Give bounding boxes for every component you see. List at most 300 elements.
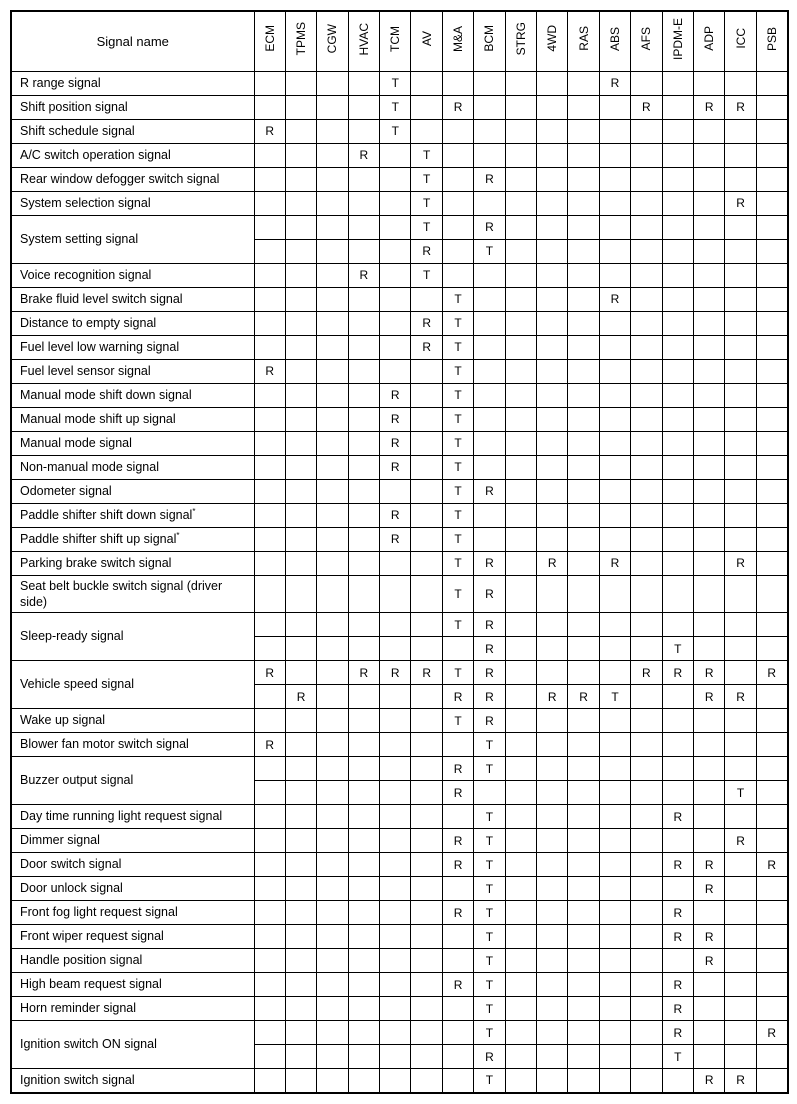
marker-cell-ras — [568, 95, 599, 119]
marker-cell-bcm — [474, 191, 505, 215]
marker-cell-hvac: R — [348, 661, 379, 685]
marker-cell-ipdm-e: R — [662, 901, 693, 925]
marker-cell-adp — [693, 143, 724, 167]
marker-cell-ecm — [254, 551, 285, 575]
table-row — [11, 335, 788, 359]
marker-cell-tcm: T — [380, 71, 411, 95]
marker-cell-tpms — [285, 1045, 316, 1069]
marker-cell-bcm — [474, 431, 505, 455]
marker-cell-bcm: R — [474, 1045, 505, 1069]
column-header-av — [411, 11, 442, 71]
marker-cell-4wd — [537, 973, 568, 997]
marker-cell-ras — [568, 71, 599, 95]
marker-cell-strg — [505, 215, 536, 239]
marker-cell-m-a — [442, 1021, 473, 1045]
marker-cell-abs — [599, 479, 630, 503]
column-header-label: TPMS — [294, 22, 309, 56]
marker-cell-bcm: R — [474, 613, 505, 637]
marker-cell-adp — [693, 829, 724, 853]
marker-cell-tpms — [285, 949, 316, 973]
table-row — [11, 191, 788, 215]
marker-cell-m-a — [442, 71, 473, 95]
marker-cell-afs: R — [631, 661, 662, 685]
marker-cell-ipdm-e — [662, 287, 693, 311]
marker-cell-av — [411, 805, 442, 829]
marker-cell-afs — [631, 143, 662, 167]
marker-cell-4wd — [537, 479, 568, 503]
marker-cell-strg — [505, 575, 536, 613]
marker-cell-abs — [599, 335, 630, 359]
marker-cell-cgw — [317, 167, 348, 191]
marker-cell-adp — [693, 239, 724, 263]
marker-cell-4wd — [537, 71, 568, 95]
marker-cell-4wd — [537, 997, 568, 1021]
marker-cell-ecm — [254, 287, 285, 311]
marker-cell-ras — [568, 1069, 599, 1093]
marker-cell-hvac — [348, 335, 379, 359]
marker-cell-cgw — [317, 949, 348, 973]
marker-cell-m-a — [442, 1045, 473, 1069]
marker-cell-ipdm-e — [662, 191, 693, 215]
marker-cell-m-a: T — [442, 407, 473, 431]
table-row — [11, 949, 788, 973]
marker-cell-ipdm-e: T — [662, 1045, 693, 1069]
marker-cell-ipdm-e — [662, 479, 693, 503]
marker-cell-av: T — [411, 191, 442, 215]
marker-cell-tcm: R — [380, 527, 411, 551]
marker-cell-4wd — [537, 167, 568, 191]
marker-cell-cgw — [317, 311, 348, 335]
marker-cell-tpms — [285, 757, 316, 781]
marker-cell-ecm — [254, 95, 285, 119]
marker-cell-av — [411, 479, 442, 503]
marker-cell-4wd — [537, 407, 568, 431]
marker-cell-tpms — [285, 311, 316, 335]
marker-cell-cgw — [317, 335, 348, 359]
signal-name-cell: Paddle shifter shift down signal* — [11, 503, 254, 527]
marker-cell-bcm: T — [474, 757, 505, 781]
column-header-ras — [568, 11, 599, 71]
marker-cell-m-a: T — [442, 661, 473, 685]
column-header-tpms — [285, 11, 316, 71]
marker-cell-ecm — [254, 575, 285, 613]
marker-cell-ipdm-e: R — [662, 805, 693, 829]
marker-cell-psb — [756, 973, 787, 997]
marker-cell-ipdm-e — [662, 359, 693, 383]
marker-cell-m-a: T — [442, 613, 473, 637]
marker-cell-psb — [756, 479, 787, 503]
marker-cell-icc — [725, 925, 756, 949]
column-header-ipdm-e — [662, 11, 693, 71]
marker-cell-psb — [756, 503, 787, 527]
marker-cell-abs — [599, 239, 630, 263]
column-header-hvac — [348, 11, 379, 71]
marker-cell-tcm: R — [380, 455, 411, 479]
marker-cell-bcm: T — [474, 949, 505, 973]
marker-cell-adp — [693, 733, 724, 757]
marker-cell-av — [411, 901, 442, 925]
marker-cell-strg — [505, 311, 536, 335]
signal-name-cell: Buzzer output signal — [11, 757, 254, 805]
table-body — [11, 71, 788, 1093]
marker-cell-strg — [505, 383, 536, 407]
marker-cell-bcm — [474, 95, 505, 119]
marker-cell-ecm — [254, 383, 285, 407]
signal-name-cell: Front fog light request signal — [11, 901, 254, 925]
table-row — [11, 215, 788, 239]
marker-cell-m-a: T — [442, 431, 473, 455]
marker-cell-cgw — [317, 575, 348, 613]
marker-cell-adp — [693, 757, 724, 781]
marker-cell-4wd — [537, 455, 568, 479]
marker-cell-ipdm-e — [662, 1069, 693, 1093]
marker-cell-icc — [725, 1045, 756, 1069]
marker-cell-afs — [631, 925, 662, 949]
marker-cell-ras — [568, 925, 599, 949]
marker-cell-psb — [756, 949, 787, 973]
marker-cell-ecm — [254, 263, 285, 287]
marker-cell-adp — [693, 311, 724, 335]
marker-cell-ipdm-e — [662, 335, 693, 359]
marker-cell-adp: R — [693, 661, 724, 685]
marker-cell-bcm: R — [474, 685, 505, 709]
marker-cell-icc — [725, 359, 756, 383]
marker-cell-tpms — [285, 1069, 316, 1093]
marker-cell-m-a: T — [442, 455, 473, 479]
marker-cell-abs — [599, 575, 630, 613]
marker-cell-tcm — [380, 853, 411, 877]
marker-cell-tpms — [285, 383, 316, 407]
marker-cell-av — [411, 949, 442, 973]
marker-cell-tcm — [380, 575, 411, 613]
marker-cell-ras — [568, 143, 599, 167]
marker-cell-cgw — [317, 973, 348, 997]
marker-cell-ipdm-e — [662, 733, 693, 757]
marker-cell-abs: R — [599, 71, 630, 95]
marker-cell-ras — [568, 119, 599, 143]
column-header-ecm — [254, 11, 285, 71]
marker-cell-psb — [756, 239, 787, 263]
marker-cell-afs — [631, 335, 662, 359]
marker-cell-av — [411, 973, 442, 997]
marker-cell-ecm — [254, 805, 285, 829]
marker-cell-icc — [725, 455, 756, 479]
marker-cell-adp — [693, 479, 724, 503]
marker-cell-ras — [568, 877, 599, 901]
marker-cell-abs — [599, 1045, 630, 1069]
table-row — [11, 661, 788, 685]
signal-name-cell: A/C switch operation signal — [11, 143, 254, 167]
marker-cell-ras — [568, 191, 599, 215]
marker-cell-icc — [725, 613, 756, 637]
marker-cell-hvac — [348, 685, 379, 709]
marker-cell-bcm: T — [474, 901, 505, 925]
marker-cell-abs: R — [599, 551, 630, 575]
marker-cell-ipdm-e: R — [662, 973, 693, 997]
marker-cell-av: T — [411, 215, 442, 239]
signal-name-cell: Shift schedule signal — [11, 119, 254, 143]
signal-name-cell: Rear window defogger switch signal — [11, 167, 254, 191]
marker-cell-abs — [599, 709, 630, 733]
marker-cell-av — [411, 853, 442, 877]
table-row — [11, 167, 788, 191]
marker-cell-ecm — [254, 527, 285, 551]
marker-cell-psb — [756, 733, 787, 757]
marker-cell-icc — [725, 997, 756, 1021]
column-header-label: ADP — [702, 26, 717, 52]
marker-cell-abs — [599, 431, 630, 455]
marker-cell-adp — [693, 215, 724, 239]
marker-cell-adp: R — [693, 685, 724, 709]
marker-cell-icc — [725, 949, 756, 973]
marker-cell-hvac — [348, 1045, 379, 1069]
marker-cell-abs — [599, 191, 630, 215]
marker-cell-afs — [631, 877, 662, 901]
marker-cell-tpms — [285, 143, 316, 167]
marker-cell-ipdm-e — [662, 119, 693, 143]
marker-cell-tcm — [380, 805, 411, 829]
marker-cell-4wd: R — [537, 551, 568, 575]
marker-cell-hvac — [348, 757, 379, 781]
marker-cell-psb — [756, 805, 787, 829]
marker-cell-bcm — [474, 781, 505, 805]
marker-cell-av — [411, 431, 442, 455]
marker-cell-av — [411, 551, 442, 575]
marker-cell-hvac — [348, 925, 379, 949]
marker-cell-ecm — [254, 613, 285, 637]
signal-name-cell: R range signal — [11, 71, 254, 95]
marker-cell-icc — [725, 637, 756, 661]
marker-cell-abs — [599, 215, 630, 239]
marker-cell-adp — [693, 901, 724, 925]
marker-cell-av — [411, 1021, 442, 1045]
marker-cell-strg — [505, 1021, 536, 1045]
signal-name-cell: Manual mode signal — [11, 431, 254, 455]
marker-cell-adp — [693, 431, 724, 455]
marker-cell-strg — [505, 1045, 536, 1069]
signal-name-cell: Shift position signal — [11, 95, 254, 119]
marker-cell-ecm — [254, 71, 285, 95]
marker-cell-icc — [725, 143, 756, 167]
marker-cell-abs — [599, 829, 630, 853]
marker-cell-ecm — [254, 973, 285, 997]
marker-cell-ipdm-e — [662, 877, 693, 901]
marker-cell-4wd — [537, 191, 568, 215]
marker-cell-cgw — [317, 637, 348, 661]
marker-cell-afs — [631, 191, 662, 215]
marker-cell-m-a: T — [442, 575, 473, 613]
marker-cell-hvac — [348, 901, 379, 925]
marker-cell-psb — [756, 709, 787, 733]
marker-cell-abs — [599, 143, 630, 167]
marker-cell-av: R — [411, 311, 442, 335]
marker-cell-adp — [693, 1021, 724, 1045]
marker-cell-bcm — [474, 335, 505, 359]
marker-cell-av: T — [411, 263, 442, 287]
column-header-label: TCM — [388, 25, 403, 52]
marker-cell-hvac — [348, 359, 379, 383]
marker-cell-strg — [505, 1069, 536, 1093]
marker-cell-4wd — [537, 1045, 568, 1069]
marker-cell-4wd — [537, 901, 568, 925]
marker-cell-cgw — [317, 685, 348, 709]
marker-cell-ecm — [254, 853, 285, 877]
marker-cell-m-a: T — [442, 383, 473, 407]
marker-cell-psb — [756, 95, 787, 119]
marker-cell-psb — [756, 685, 787, 709]
marker-cell-psb — [756, 575, 787, 613]
marker-cell-4wd — [537, 781, 568, 805]
marker-cell-afs — [631, 685, 662, 709]
marker-cell-ras — [568, 901, 599, 925]
marker-cell-hvac — [348, 853, 379, 877]
marker-cell-abs — [599, 263, 630, 287]
marker-cell-tcm: R — [380, 431, 411, 455]
marker-cell-4wd — [537, 95, 568, 119]
signal-name-cell: Horn reminder signal — [11, 997, 254, 1021]
signal-name-cell: Front wiper request signal — [11, 925, 254, 949]
marker-cell-abs — [599, 661, 630, 685]
marker-cell-ras — [568, 167, 599, 191]
marker-cell-abs — [599, 781, 630, 805]
table-row — [11, 479, 788, 503]
marker-cell-cgw — [317, 877, 348, 901]
marker-cell-psb — [756, 263, 787, 287]
marker-cell-abs — [599, 877, 630, 901]
marker-cell-m-a — [442, 191, 473, 215]
marker-cell-strg — [505, 613, 536, 637]
marker-cell-tcm — [380, 143, 411, 167]
signal-name-cell: Day time running light request signal — [11, 805, 254, 829]
marker-cell-ras — [568, 805, 599, 829]
marker-cell-psb — [756, 431, 787, 455]
marker-cell-m-a: R — [442, 901, 473, 925]
marker-cell-adp — [693, 613, 724, 637]
marker-cell-cgw — [317, 925, 348, 949]
marker-cell-cgw — [317, 757, 348, 781]
marker-cell-av — [411, 733, 442, 757]
marker-cell-tcm — [380, 191, 411, 215]
marker-cell-ecm — [254, 191, 285, 215]
column-header-label: AV — [419, 31, 434, 47]
marker-cell-psb — [756, 877, 787, 901]
marker-cell-abs — [599, 997, 630, 1021]
marker-cell-tpms — [285, 263, 316, 287]
marker-cell-ipdm-e — [662, 781, 693, 805]
marker-cell-hvac — [348, 383, 379, 407]
marker-cell-icc — [725, 215, 756, 239]
marker-cell-afs — [631, 1045, 662, 1069]
marker-cell-m-a — [442, 733, 473, 757]
table-row — [11, 709, 788, 733]
marker-cell-psb — [756, 1045, 787, 1069]
marker-cell-tpms — [285, 335, 316, 359]
marker-cell-strg — [505, 709, 536, 733]
marker-cell-ras — [568, 853, 599, 877]
marker-cell-ipdm-e — [662, 431, 693, 455]
marker-cell-ipdm-e — [662, 215, 693, 239]
marker-cell-tpms — [285, 853, 316, 877]
marker-cell-m-a: R — [442, 781, 473, 805]
marker-cell-cgw — [317, 1021, 348, 1045]
column-header-icc — [725, 11, 756, 71]
marker-cell-4wd — [537, 709, 568, 733]
marker-cell-av — [411, 527, 442, 551]
marker-cell-tpms — [285, 781, 316, 805]
marker-cell-ras — [568, 383, 599, 407]
marker-cell-strg — [505, 805, 536, 829]
marker-cell-ras — [568, 311, 599, 335]
marker-cell-hvac — [348, 973, 379, 997]
column-header-abs — [599, 11, 630, 71]
marker-cell-afs — [631, 479, 662, 503]
marker-cell-av: T — [411, 143, 442, 167]
column-header-label: AFS — [639, 27, 654, 51]
table-row — [11, 71, 788, 95]
marker-cell-strg — [505, 685, 536, 709]
marker-cell-ipdm-e — [662, 551, 693, 575]
table-row — [11, 143, 788, 167]
marker-cell-ecm — [254, 143, 285, 167]
signal-name-cell: Voice recognition signal — [11, 263, 254, 287]
marker-cell-icc — [725, 877, 756, 901]
marker-cell-m-a: T — [442, 527, 473, 551]
signal-name-cell: Brake fluid level switch signal — [11, 287, 254, 311]
marker-cell-tcm — [380, 709, 411, 733]
marker-cell-ras — [568, 239, 599, 263]
marker-cell-tpms — [285, 1021, 316, 1045]
marker-cell-ecm — [254, 311, 285, 335]
marker-cell-adp — [693, 383, 724, 407]
signal-name-cell: Wake up signal — [11, 709, 254, 733]
marker-cell-abs — [599, 637, 630, 661]
marker-cell-cgw — [317, 239, 348, 263]
marker-cell-bcm: T — [474, 853, 505, 877]
marker-cell-tcm — [380, 685, 411, 709]
marker-cell-ras — [568, 949, 599, 973]
marker-cell-afs — [631, 263, 662, 287]
marker-cell-tpms — [285, 877, 316, 901]
column-header-cgw — [317, 11, 348, 71]
marker-cell-ras — [568, 973, 599, 997]
column-header-tcm — [380, 11, 411, 71]
marker-cell-cgw — [317, 455, 348, 479]
marker-cell-ecm — [254, 479, 285, 503]
marker-cell-tpms — [285, 805, 316, 829]
marker-cell-tpms — [285, 455, 316, 479]
marker-cell-psb — [756, 829, 787, 853]
marker-cell-afs — [631, 733, 662, 757]
marker-cell-hvac — [348, 1021, 379, 1045]
marker-cell-cgw — [317, 191, 348, 215]
marker-cell-psb — [756, 359, 787, 383]
signal-name-cell: Parking brake switch signal — [11, 551, 254, 575]
table-row — [11, 973, 788, 997]
marker-cell-m-a: T — [442, 335, 473, 359]
marker-cell-ras — [568, 335, 599, 359]
marker-cell-tpms — [285, 829, 316, 853]
marker-cell-4wd — [537, 757, 568, 781]
marker-cell-afs — [631, 805, 662, 829]
marker-cell-adp — [693, 973, 724, 997]
marker-cell-tpms — [285, 709, 316, 733]
marker-cell-abs — [599, 757, 630, 781]
marker-cell-adp: R — [693, 877, 724, 901]
column-header-m-a — [442, 11, 473, 71]
marker-cell-cgw — [317, 1045, 348, 1069]
column-header-adp — [693, 11, 724, 71]
marker-cell-icc: R — [725, 551, 756, 575]
